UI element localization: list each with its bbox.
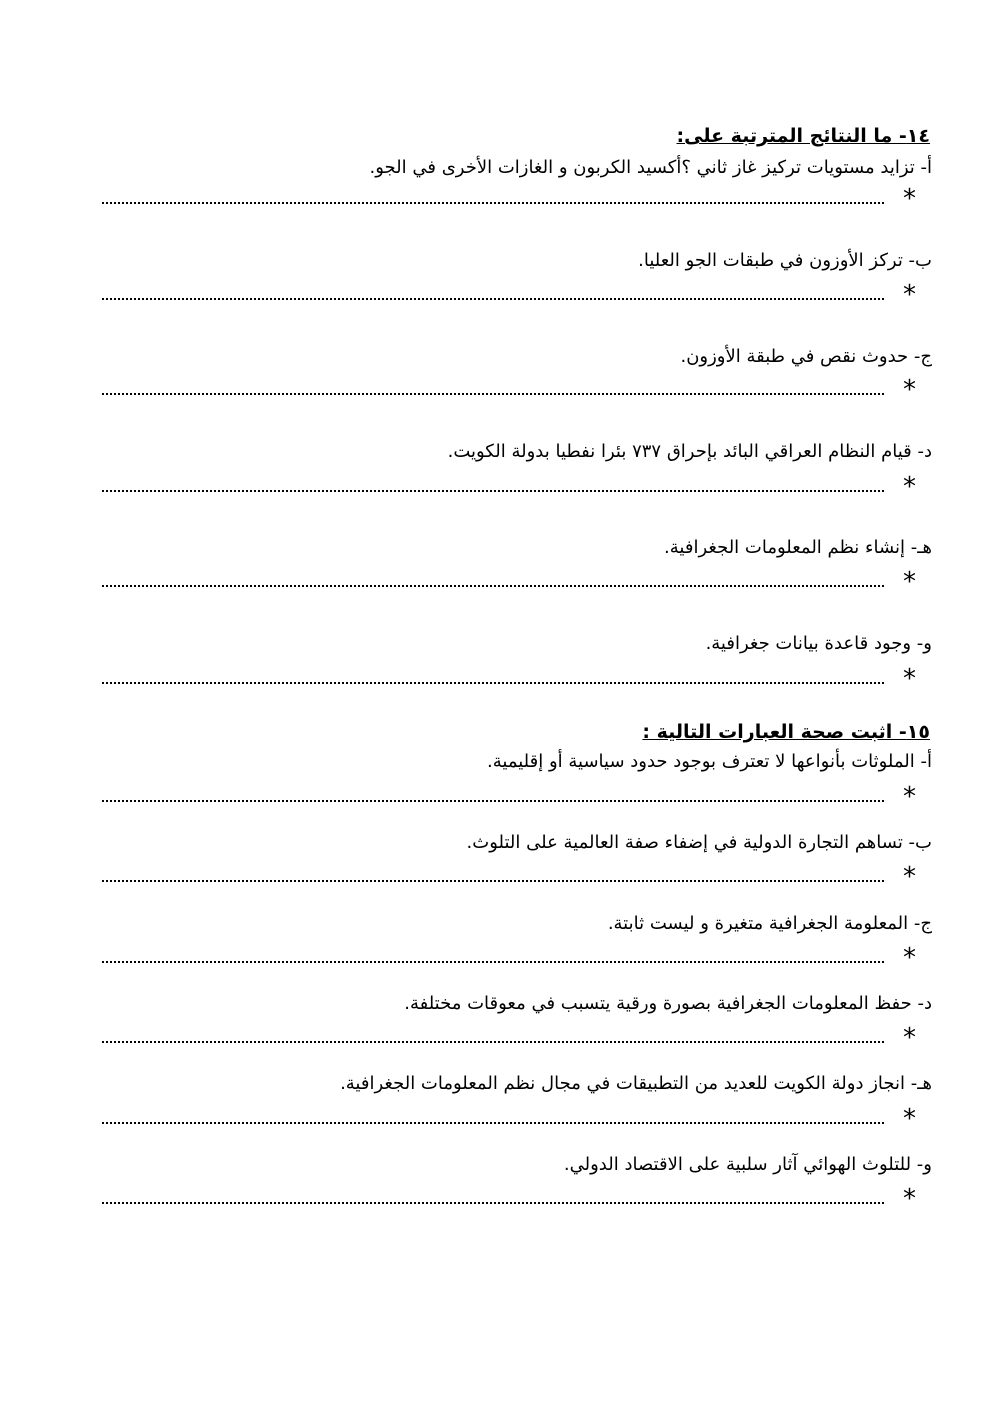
answer-line-15-d[interactable] (102, 1023, 922, 1049)
question-15-c: ج- المعلومة الجغرافية متغيرة و ليست ثابتة. (607, 913, 932, 934)
dotted-line (102, 1202, 884, 1204)
question-15-e: هـ- انجاز دولة الكويت للعديد من التطبيقات في مجال نظم المعلومات الجغرافية. (340, 1073, 932, 1094)
answer-line-14-c[interactable] (102, 375, 922, 401)
question-15-a: أ- الملوثات بأنواعها لا تعترف بوجود حدود سياسية أو إقليمية. (487, 751, 932, 772)
question-15-b: ب- تساهم التجارة الدولية في إضفاء صفة العالمية على التلوث. (466, 832, 932, 853)
question-14-a: أ- تزايد مستويات تركيز غاز ثاني ؟أكسيد الكربون و الغازات الأخرى في الجو. (369, 157, 932, 178)
question-14-e: هـ- إنشاء نظم المعلومات الجغرافية. (664, 537, 932, 558)
star-marker: * (903, 862, 916, 888)
dotted-line (102, 585, 884, 587)
question-14-f: و- وجود قاعدة بيانات جغرافية. (705, 633, 932, 654)
answer-line-14-b[interactable] (102, 280, 922, 306)
star-marker: * (903, 472, 916, 498)
star-marker: * (903, 184, 916, 210)
answer-line-14-f[interactable] (102, 664, 922, 690)
answer-line-14-d[interactable] (102, 472, 922, 498)
question-14-d: د- قيام النظام العراقي البائد بإحراق ٧٣٧ بئرا نفطيا بدولة الكويت. (447, 441, 932, 462)
answer-line-15-a[interactable] (102, 782, 922, 808)
answer-line-15-c[interactable] (102, 943, 922, 969)
answer-line-14-e[interactable] (102, 567, 922, 593)
question-14-b: ب- تركز الأوزون في طبقات الجو العليا. (638, 250, 932, 271)
question-15-d: د- حفظ المعلومات الجغرافية بصورة ورقية يتسبب في معوقات مختلفة. (404, 993, 932, 1014)
answer-line-15-f[interactable] (102, 1184, 922, 1210)
answer-line-15-b[interactable] (102, 862, 922, 888)
dotted-line (102, 682, 884, 684)
dotted-line (102, 880, 884, 882)
star-marker: * (903, 782, 916, 808)
star-marker: * (903, 567, 916, 593)
dotted-line (102, 1122, 884, 1124)
dotted-line (102, 961, 884, 963)
question-14-c: ج- حدوث نقص في طبقة الأوزون. (680, 346, 932, 367)
dotted-line (102, 202, 884, 204)
dotted-line (102, 800, 884, 802)
star-marker: * (903, 943, 916, 969)
dotted-line (102, 1041, 884, 1043)
question-15-f: و- للتلوث الهوائي آثار سلبية على الاقتصاد الدولي. (563, 1154, 932, 1175)
dotted-line (102, 298, 884, 300)
dotted-line (102, 393, 884, 395)
answer-line-15-e[interactable] (102, 1104, 922, 1130)
section-15-heading: ١٥- اثبت صحة العبارات التالية : (642, 721, 930, 743)
star-marker: * (903, 664, 916, 690)
star-marker: * (903, 375, 916, 401)
dotted-line (102, 490, 884, 492)
star-marker: * (903, 1104, 916, 1130)
answer-line-14-a[interactable] (102, 184, 922, 210)
star-marker: * (903, 280, 916, 306)
star-marker: * (903, 1184, 916, 1210)
section-14-heading: ١٤- ما النتائج المترتبة على: (676, 125, 930, 147)
star-marker: * (903, 1023, 916, 1049)
